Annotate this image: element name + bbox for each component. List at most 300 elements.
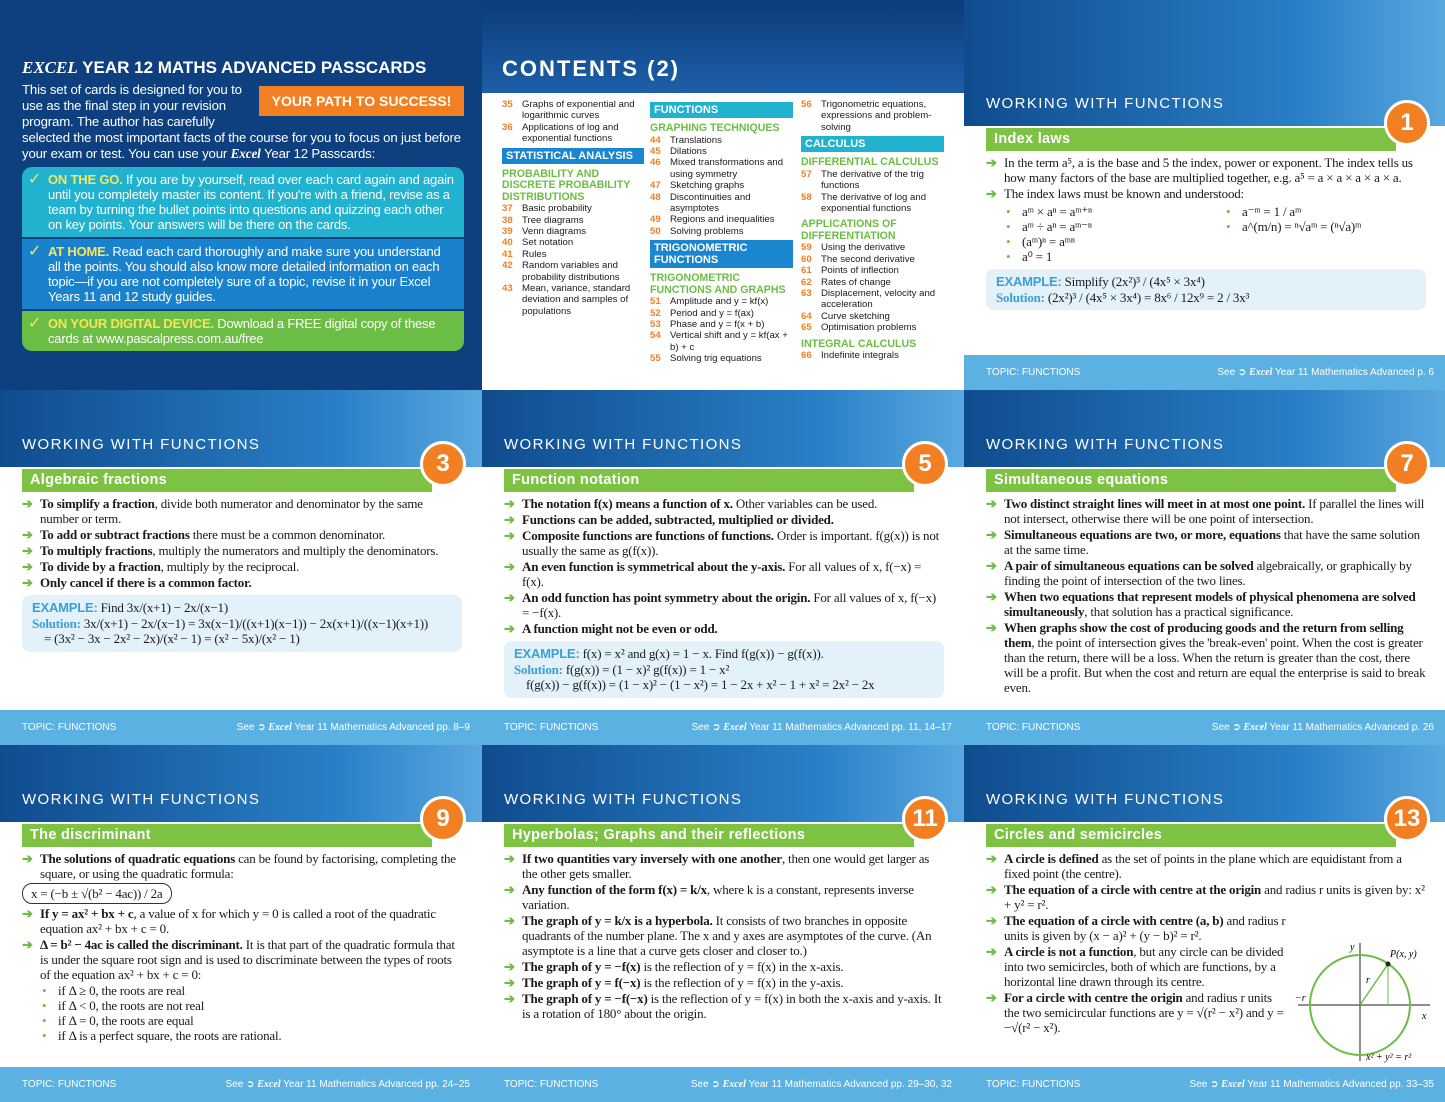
card-subtitle: Circles and semicircles xyxy=(986,824,1396,847)
arrow-icon: ➔ xyxy=(504,975,515,990)
item-label: Amplitude and y = kf(x) xyxy=(670,296,769,308)
item-label: Points of inflection xyxy=(821,265,899,277)
topic-label: TOPIC: FUNCTIONS xyxy=(504,722,599,733)
arrow-icon: ➔ xyxy=(22,496,33,511)
arrow-icon: ➔ xyxy=(986,944,997,959)
bullet-text: The equation of a circle with centre (a, b) xyxy=(1004,913,1224,928)
solution-text: = (3x² − 3x − 2x² − 2x)/(x² − 1) = (x² − 5x)/(x² − 1) xyxy=(44,631,300,646)
card-number-badge: 3 xyxy=(420,441,466,487)
page-number: 50 xyxy=(650,225,661,237)
excel-brand: Excel xyxy=(723,722,747,733)
contents-item[interactable] xyxy=(650,146,793,157)
item-label: Mixed transformations and using symmetry xyxy=(670,157,784,180)
solution-text: (2x²)³ / (4x⁵ × 3x⁴) = 8x⁶ / 12x⁹ = 2 / 3x³ xyxy=(1047,289,1250,305)
bullet-text: To multiply fractions xyxy=(40,543,153,558)
card-section-title: WORKING WITH FUNCTIONS xyxy=(22,436,261,453)
contents-item[interactable] xyxy=(801,311,944,322)
bullet-item xyxy=(504,559,944,589)
contents-item[interactable] xyxy=(801,192,944,215)
section-header: TRIGONOMETRIC FUNCTIONS xyxy=(650,240,793,268)
item-label: Applications of log and exponential functions xyxy=(522,121,619,145)
item-label: Solving trig equations xyxy=(670,353,762,365)
item-label: Mean, variance, standard deviation and samples of populations xyxy=(522,282,631,317)
reference-text: Year 11 Mathematics Advanced pp. 8–9 xyxy=(291,722,470,733)
item-label: Vertical shift and y = kf(ax + b) + c xyxy=(670,330,788,353)
item-label: Tree diagrams xyxy=(522,214,584,226)
contents-list xyxy=(482,93,964,390)
example-label: EXAMPLE: xyxy=(996,274,1062,289)
see-reference[interactable] xyxy=(237,722,470,733)
item-label: Phase and y = f(x + b) xyxy=(670,318,765,330)
contents-title: CONTENTS (2) xyxy=(502,56,680,81)
bullet-item xyxy=(504,913,944,958)
arrow-icon: ➔ xyxy=(986,527,997,542)
subsection-header: GRAPHING TECHNIQUES xyxy=(650,122,780,134)
arrow-icon: ➔ xyxy=(504,882,515,897)
contents-item[interactable] xyxy=(801,254,944,265)
bullet-text: An even function is symmetrical about the y-axis. xyxy=(522,559,786,574)
see-reference[interactable] xyxy=(692,722,952,733)
page-number: 36 xyxy=(502,121,513,133)
bullet-item xyxy=(22,496,462,526)
bullet-text: and radius r units is given by: x² + y² = r². xyxy=(1004,882,1425,912)
bullet-item xyxy=(986,851,1426,881)
contents-item[interactable] xyxy=(502,283,644,317)
example-question: Find 3x/(x+1) − 2x/(x−1) xyxy=(100,600,228,615)
bullet-text: When two equations that represent models of physical phenomena are solved simultaneously xyxy=(1004,589,1416,619)
contents-panel xyxy=(482,0,964,390)
page-number: 38 xyxy=(502,214,513,226)
card-body xyxy=(986,155,1426,310)
page-number: 54 xyxy=(650,330,661,342)
contents-item[interactable] xyxy=(801,242,944,253)
bullet-text: To simplify a fraction xyxy=(40,496,155,511)
page-number: 53 xyxy=(650,318,661,330)
item-label: Rates of change xyxy=(821,276,891,288)
contents-item[interactable] xyxy=(650,296,793,307)
reference-text: Year 11 Mathematics Advanced pp. 24–25 xyxy=(280,1079,470,1090)
solution-line xyxy=(514,677,934,693)
contents-item[interactable] xyxy=(801,288,944,311)
bullet-item xyxy=(504,991,944,1021)
contents-item[interactable] xyxy=(502,203,644,214)
contents-item[interactable] xyxy=(650,192,793,215)
bullet-text: Δ = b² − 4ac is called the discriminant. xyxy=(40,937,243,952)
excel-brand: Excel xyxy=(1243,722,1267,733)
item-label: Solving problems xyxy=(670,225,744,237)
check-icon: ✓ xyxy=(28,171,42,188)
bullet-text: To add or subtract fractions xyxy=(40,527,190,542)
bullet-text: , a value of x for which y = 0 is called a root of the quadratic equation ax² + bx + c = 0. xyxy=(40,906,436,936)
section-header: STATISTICAL ANALYSIS xyxy=(502,148,644,164)
radius xyxy=(1360,964,1388,1005)
path-to-success-banner: YOUR PATH TO SUCCESS! xyxy=(259,86,464,116)
card-subtitle: Function notation xyxy=(504,469,914,492)
contents-item[interactable] xyxy=(502,260,644,283)
topic-label: TOPIC: FUNCTIONS xyxy=(986,1079,1081,1090)
item-label: Using the derivative xyxy=(821,242,906,254)
bullet-text: x = (−b ± √(b² − 4ac)) / 2a xyxy=(31,886,163,901)
arrow-icon: ➔ xyxy=(22,559,33,574)
item-label: Basic probability xyxy=(522,203,592,215)
bullet-text: , multiply the numerators and multiply the denominators. xyxy=(152,543,439,558)
discriminant-case: • if Δ is a perfect square, the roots are rational. xyxy=(22,1028,462,1043)
contents-item[interactable] xyxy=(801,277,944,288)
contents-item[interactable] xyxy=(650,319,793,330)
discriminant-case: • if Δ < 0, the roots are not real xyxy=(22,998,462,1013)
discriminant-case: • if Δ ≥ 0, the roots are real xyxy=(22,983,462,998)
bullet-text: A circle is not a function xyxy=(1004,944,1134,959)
arrow-icon: ➔ xyxy=(986,990,997,1005)
reference-text: Year 11 Mathematics Advanced pp. 11, 14–17 xyxy=(746,722,952,733)
bullet-text: The index laws must be known and understood: xyxy=(1004,186,1244,201)
bullet-item xyxy=(504,959,944,974)
arrow-icon: ➔ xyxy=(22,527,33,542)
bullet-item xyxy=(986,913,1286,943)
bullet-item xyxy=(986,990,1286,1035)
index-law: • a⁻ᵐ = 1 / aᵐ xyxy=(1206,204,1426,219)
bullet-text: To divide by a fraction xyxy=(40,559,161,574)
item-label: The derivative of the trig functions xyxy=(821,168,924,192)
bullet-text: , divide both numerator and denominator by the same number or term. xyxy=(40,496,423,526)
bullet-item xyxy=(22,883,172,904)
card-body xyxy=(504,851,944,1022)
excel-brand: Excel xyxy=(268,722,292,733)
solution-line xyxy=(32,631,452,647)
page-number: 49 xyxy=(650,214,661,226)
card-section-title: WORKING WITH FUNCTIONS xyxy=(986,95,1225,112)
arrow-icon: ➔ xyxy=(504,913,515,928)
bullet-text: as the set of points in the plane which are equidistant from a fixed point (the centre). xyxy=(1004,851,1402,881)
subsection-header: PROBABILITY AND DISCRETE PROBABILITY DISTRIBUTIONS xyxy=(502,167,631,203)
digital-device-box: ✓ ON YOUR DIGITAL DEVICE. Download a FREE digital copy of these cards at www.pascalpress.com.au/free xyxy=(22,311,464,351)
card-footer xyxy=(964,710,1445,745)
bullet-text: there must be a common denominator. xyxy=(189,527,386,542)
index-law: • a⁰ = 1 xyxy=(986,249,1206,264)
bullet-text: For all values of x, f(−x) = f(x). xyxy=(522,559,922,589)
card-3 xyxy=(0,390,482,745)
bullet-text: , the point of intersection gives the 'break-even' point. When the cost is greater than the return, there will be a loss. When the return is greater than the cost, there will be a profit. But when the cost and return are equal the enterprise is said to break even. xyxy=(1004,635,1426,695)
see-label: See ➲ xyxy=(1211,722,1244,733)
bullet-item xyxy=(504,975,944,990)
item-label: Rules xyxy=(522,248,547,260)
example-box xyxy=(504,641,944,698)
card-number-badge: 13 xyxy=(1384,796,1430,842)
contents-item[interactable] xyxy=(502,249,644,260)
contents-item[interactable] xyxy=(650,135,793,146)
card-9 xyxy=(0,745,482,1102)
bullet-item xyxy=(504,496,944,511)
see-reference[interactable] xyxy=(226,1079,470,1090)
arrow-icon: ➔ xyxy=(986,851,997,866)
card-subtitle: Algebraic fractions xyxy=(22,469,432,492)
excel-brand: Excel xyxy=(257,1079,281,1090)
card-header xyxy=(0,390,482,467)
card-11 xyxy=(482,745,964,1102)
bullet-text: can be found by factorising, completing the square, or using the quadratic formula: xyxy=(40,851,456,881)
bullet-text: , then one would get larger as the other gets smaller. xyxy=(522,851,930,881)
item-label: Translations xyxy=(670,134,722,146)
solution-text: f(g(x)) − g(f(x)) = (1 − x)² − (1 − x²) = 1 − 2x + x² − 1 + x² = 2x² − 2x xyxy=(526,677,875,692)
page-number: 62 xyxy=(801,276,812,288)
card-body xyxy=(22,851,462,1043)
subsection-header: INTEGRAL CALCULUS xyxy=(801,337,917,350)
card-13 xyxy=(964,745,1445,1102)
card-header xyxy=(964,0,1445,126)
laws-column xyxy=(1206,204,1426,264)
card-section-title: WORKING WITH FUNCTIONS xyxy=(986,436,1225,453)
see-reference[interactable] xyxy=(1217,367,1434,378)
contents-item[interactable] xyxy=(502,237,644,248)
page-number: 66 xyxy=(801,350,812,362)
section-header: FUNCTIONS xyxy=(650,102,793,118)
diagram-label-neg_r: −r xyxy=(1295,993,1306,1004)
topic-label: TOPIC: FUNCTIONS xyxy=(22,722,117,733)
bullet-text: is the reflection of y = f(x) in the x-axis. xyxy=(640,959,844,974)
see-label: See ➲ xyxy=(1217,367,1250,378)
arrow-icon: ➔ xyxy=(986,620,997,635)
check-icon: ✓ xyxy=(28,243,42,260)
bullet-text: When graphs show the cost of producing goods and the return from selling them xyxy=(1004,620,1404,650)
card-subtitle: The discriminant xyxy=(22,824,432,847)
arrow-icon: ➔ xyxy=(22,906,33,921)
arrow-icon: ➔ xyxy=(504,590,515,605)
bullet-item xyxy=(504,590,944,620)
bullet-text: The graph of y = f(−x) xyxy=(522,975,641,990)
contents-item[interactable] xyxy=(650,308,793,319)
page-number: 55 xyxy=(650,353,661,365)
page-number: 59 xyxy=(801,242,812,254)
page-number: 39 xyxy=(502,225,513,237)
bullet-item xyxy=(22,559,462,574)
item-label: Displacement, velocity and acceleration xyxy=(821,287,936,311)
page-number: 56 xyxy=(801,99,812,110)
excel-brand: Excel xyxy=(1221,1079,1245,1090)
bullet-text: A pair of simultaneous equations can be solved xyxy=(1004,558,1254,573)
contents-item[interactable] xyxy=(650,214,793,225)
card-footer xyxy=(0,1067,482,1102)
bullet-text: If y = ax² + bx + c xyxy=(40,906,134,921)
contents-item[interactable] xyxy=(801,322,944,333)
card-header xyxy=(0,745,482,822)
page-number: 58 xyxy=(801,191,812,203)
page-number: 60 xyxy=(801,253,812,265)
contents-item[interactable] xyxy=(801,169,944,192)
bullet-text: The graph of y = −f(x) xyxy=(522,959,641,974)
diagram-label-x: x xyxy=(1422,1011,1427,1022)
contents-column xyxy=(502,99,644,317)
arrow-icon: ➔ xyxy=(986,589,997,604)
item-label: Dilations xyxy=(670,145,707,157)
bullet-text: , that solution has a practical significance. xyxy=(1084,604,1294,619)
card-header xyxy=(964,745,1445,822)
bullet-text: In the term a⁵, a is the base and 5 the index, power or exponent. The index tells us how many factors of the base are multiplied together, e.g. a⁵ = a × a × a × a × a. xyxy=(1004,155,1413,185)
bullet-item xyxy=(504,512,944,527)
card-subtitle: Hyperbolas; Graphs and their reflections xyxy=(504,824,914,847)
contents-item[interactable] xyxy=(650,157,793,180)
card-subtitle: Simultaneous equations xyxy=(986,469,1396,492)
bullet-item xyxy=(22,575,462,590)
contents-item[interactable] xyxy=(502,99,644,122)
bullet-item xyxy=(986,620,1426,695)
bullet-text: For a circle with centre the origin xyxy=(1004,990,1183,1005)
solution-line xyxy=(32,616,452,632)
index-law: • a^(m/n) = ⁿ√aᵐ = (ⁿ√a)ᵐ xyxy=(1206,219,1426,234)
diagram-label-point: P(x, y) xyxy=(1390,949,1417,960)
arrow-icon: ➔ xyxy=(986,496,997,511)
bullet-item xyxy=(504,851,944,881)
bullet-item xyxy=(986,186,1426,201)
contents-item[interactable] xyxy=(801,99,944,133)
card-body xyxy=(22,496,462,652)
card-number-badge: 9 xyxy=(420,796,466,842)
see-reference[interactable] xyxy=(1190,1079,1434,1090)
card-header xyxy=(964,390,1445,467)
bullet-item xyxy=(22,906,462,936)
page-number: 43 xyxy=(502,282,513,294)
item-label: Optimisation problems xyxy=(821,322,917,334)
bullet-item xyxy=(22,543,462,558)
point-p xyxy=(1386,962,1391,967)
bullet-item xyxy=(22,527,462,542)
contents-item[interactable] xyxy=(502,226,644,237)
contents-item[interactable] xyxy=(650,353,793,364)
card-number-badge: 5 xyxy=(902,441,948,487)
item-label: Curve sketching xyxy=(821,310,890,322)
contents-item[interactable] xyxy=(650,330,793,353)
see-label: See ➲ xyxy=(1189,1079,1222,1090)
topic-label: TOPIC: FUNCTIONS xyxy=(504,1079,599,1090)
see-reference[interactable] xyxy=(691,1079,952,1090)
topic-label: TOPIC: FUNCTIONS xyxy=(986,367,1081,378)
excel-brand: Excel xyxy=(722,1079,746,1090)
arrow-icon: ➔ xyxy=(986,558,997,573)
item-label: Graphs of exponential and logarithmic curves xyxy=(522,99,635,122)
bullet-item xyxy=(986,558,1426,588)
arrow-icon: ➔ xyxy=(504,512,515,527)
contents-item[interactable] xyxy=(650,226,793,237)
example-label: EXAMPLE: xyxy=(32,600,98,615)
solution-label: Solution: xyxy=(514,661,563,677)
bullet-text: Simultaneous equations are two, or more, equations xyxy=(1004,527,1281,542)
bullet-text: The equation of a circle with centre at the origin xyxy=(1004,882,1262,897)
arrow-icon: ➔ xyxy=(504,851,515,866)
example-line xyxy=(32,600,452,616)
laws-column xyxy=(986,204,1206,264)
arrow-icon: ➔ xyxy=(504,991,515,1006)
solution-line xyxy=(514,662,934,678)
card-number-badge: 7 xyxy=(1384,441,1430,487)
bullet-text: Two distinct straight lines will meet in at most one point. xyxy=(1004,496,1306,511)
section-header: CALCULUS xyxy=(801,136,944,152)
intro-lead: YOUR PATH TO SUCCESS! This set of cards is designed for you to use as the final step in your revision program. The author has carefully selected the most important facts of the course for you to focus on just before your exam or test. You can use your Excel Year 12 Passcards: xyxy=(22,82,464,162)
reference-text: Year 11 Mathematics Advanced pp. 33–35 xyxy=(1244,1079,1434,1090)
page-number: 48 xyxy=(650,191,661,203)
subsection-header: DIFFERENTIAL CALCULUS xyxy=(801,156,939,169)
see-label: See ➲ xyxy=(225,1079,258,1090)
solution-text: f(g(x)) = (1 − x)² g(f(x)) = 1 − x² xyxy=(565,661,730,677)
see-label: See ➲ xyxy=(690,1079,723,1090)
bullet-text: , but any circle can be divided into two semicircles, both of which are functions, by a horizontal line drawn through its centre. xyxy=(1004,944,1284,989)
card-section-title: WORKING WITH FUNCTIONS xyxy=(986,791,1225,808)
page-number: 45 xyxy=(650,145,661,157)
bullet-text: Only cancel if there is a common factor. xyxy=(40,575,252,590)
card-body xyxy=(504,496,944,698)
card-footer xyxy=(964,355,1445,390)
discriminant-case: • if Δ = 0, the roots are equal xyxy=(22,1013,462,1028)
see-label: See ➲ xyxy=(691,722,724,733)
see-reference[interactable] xyxy=(1212,722,1434,733)
bullet-text: Functions can be added, subtracted, multiplied or divided. xyxy=(522,512,834,527)
card-subtitle: Index laws xyxy=(986,128,1396,151)
page-number: 44 xyxy=(650,134,661,146)
bullet-item xyxy=(986,589,1426,619)
bullet-text: Any function of the form f(x) = k/x xyxy=(522,882,707,897)
item-label: Regions and inequalities xyxy=(670,214,775,226)
contents-item[interactable] xyxy=(650,180,793,191)
card-body xyxy=(986,496,1426,696)
card-number-badge: 1 xyxy=(1384,100,1430,146)
contents-item[interactable] xyxy=(801,265,944,276)
arrow-icon: ➔ xyxy=(22,575,33,590)
page-number: 61 xyxy=(801,265,812,277)
bullet-text: , multiply by the reciprocal. xyxy=(160,559,300,574)
example-question: Simplify (2x²)³ / (4x⁵ × 3x⁴) xyxy=(1064,274,1205,289)
bullet-text: If parallel the lines will not intersect, otherwise there will be one point of intersection. xyxy=(1004,496,1425,526)
see-label: See ➲ xyxy=(236,722,269,733)
contents-item[interactable] xyxy=(801,350,944,361)
bullet-text: For all values of x, f(−x) = −f(x). xyxy=(522,590,937,620)
bullet-item xyxy=(986,527,1426,557)
topic-label: TOPIC: FUNCTIONS xyxy=(22,1079,117,1090)
contents-item[interactable] xyxy=(502,215,644,226)
index-law: • (aᵐ)ⁿ = aᵐⁿ xyxy=(986,234,1206,249)
bullet-text: and radius r units the two semicircular functions are y = √(r² − x²) and y = −√(r² − x²). xyxy=(1004,990,1284,1035)
page-number: 51 xyxy=(650,296,661,308)
page-number: 65 xyxy=(801,322,812,334)
contents-item[interactable] xyxy=(502,122,644,145)
diagram-label-r: r xyxy=(1366,975,1370,986)
bullet-text: A circle is defined xyxy=(1004,851,1099,866)
example-question: f(x) = x² and g(x) = 1 − x. Find f(g(x)) − g(f(x)). xyxy=(582,646,824,661)
reference-text: Year 11 Mathematics Advanced p. 6 xyxy=(1272,367,1434,378)
at-home-box: ✓ AT HOME. Read each card thoroughly and make sure you understand all the points. You should also know more detailed information on each topic—if you are not completely sure of a topic, revise it in your Excel Years 11 and 12 study guides. xyxy=(22,239,464,309)
topic-label: TOPIC: FUNCTIONS xyxy=(986,722,1081,733)
page-number: 42 xyxy=(502,260,513,272)
bullet-text: Order is important. f(g(x)) is not usually the same as g(f(x)). xyxy=(522,528,940,558)
item-label: Sketching graphs xyxy=(670,180,745,192)
bullet-text: The graph of y = −f(−x) xyxy=(522,991,648,1006)
card-7 xyxy=(964,390,1445,745)
bullet-item xyxy=(986,944,1286,989)
subsection-header: APPLICATIONS OF DIFFERENTIATION xyxy=(801,218,897,242)
diagram-label-y: y xyxy=(1350,942,1355,953)
card-section-title: WORKING WITH FUNCTIONS xyxy=(504,436,743,453)
card-footer xyxy=(964,1067,1445,1102)
item-label: Indefinite integrals xyxy=(821,350,899,362)
intro-content xyxy=(22,82,464,353)
item-label: Set notation xyxy=(522,237,574,249)
bullet-text: The graph of y = k/x is a hyperbola. xyxy=(522,913,713,928)
example-line xyxy=(996,274,1416,290)
page-number: 41 xyxy=(502,248,513,260)
item-label: Random variables and probability distributions xyxy=(522,260,620,283)
example-box xyxy=(22,595,462,652)
bullet-text: A function might not be even or odd. xyxy=(522,621,718,636)
bullet-item xyxy=(986,496,1426,526)
card-footer xyxy=(482,710,964,745)
item-label: The derivative of log and exponential functions xyxy=(821,191,927,214)
